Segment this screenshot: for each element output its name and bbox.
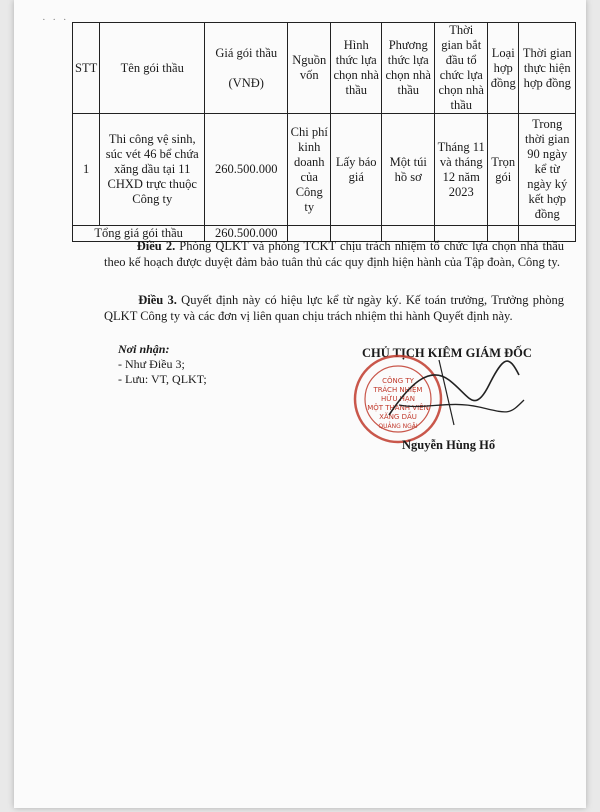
signer-title: CHỦ TỊCH KIÊM GIÁM ĐỐC xyxy=(362,346,532,360)
cell-funding-source: Chi phí kinh doanh của Công ty xyxy=(288,114,331,226)
table-row xyxy=(73,114,576,226)
article-2-paragraph xyxy=(104,238,564,270)
article-2-text: Phòng QLKT và phòng TCKT chịu trách nhiệm tổ chức lựa chọn nhà thầu theo kế hoạch được duyệt đảm bảo tuân thủ các quy định hiện hành của Tập đoàn, Công ty. xyxy=(104,239,565,269)
article-3-paragraph xyxy=(104,292,564,324)
scan-artifact: · · · xyxy=(42,14,69,26)
cell-package-price: 260.500.000 xyxy=(205,114,288,226)
svg-text:CÔNG TY: CÔNG TY xyxy=(382,377,414,385)
recipient-item: - Như Điều 3; xyxy=(118,357,185,371)
cell-selection-method: Một túi hồ sơ xyxy=(382,114,435,226)
bid-package-table xyxy=(72,22,576,242)
cell-contract-type: Trọn gói xyxy=(488,114,519,226)
signer-name: Nguyễn Hùng Hổ xyxy=(402,438,496,452)
header-stt: STT xyxy=(73,23,100,114)
header-contract-duration: Thời gian thực hiện hợp đồng xyxy=(519,23,576,114)
article-2-label: Điều 2. xyxy=(136,239,176,253)
cell-start-time: Tháng 11 và tháng 12 năm 2023 xyxy=(435,114,488,226)
total-value: 260.500.000 xyxy=(205,226,288,242)
article-3-label: Điều 3. xyxy=(138,293,177,307)
recipients-block xyxy=(118,342,207,387)
article-3-text: Quyết định này có hiệu lực kể từ ngày ký. Kế toán trưởng, Trưởng phòng QLKT Công ty và các đơn vị liên quan chịu trách nhiệm thi hành Quyết định này. xyxy=(104,293,564,323)
document-page xyxy=(14,0,586,808)
recipient-item: - Lưu: VT, QLKT; xyxy=(118,372,207,386)
svg-text:XĂNG DẦU: XĂNG DẦU xyxy=(379,413,417,421)
header-selection-method: Phương thức lựa chọn nhà thầu xyxy=(382,23,435,114)
total-label: Tổng giá gói thầu xyxy=(73,226,205,242)
svg-text:MỘT THÀNH VIÊN: MỘT THÀNH VIÊN xyxy=(367,404,429,412)
cell-selection-form: Lấy báo giá xyxy=(331,114,382,226)
svg-text:QUẢNG NGÃI: QUẢNG NGÃI xyxy=(378,423,418,430)
cell-stt: 1 xyxy=(73,114,100,226)
header-contract-type: Loại hợp đồng xyxy=(488,23,519,114)
handwritten-signature xyxy=(379,345,529,435)
cell-contract-duration: Trong thời gian 90 ngày kể từ ngày ký kết hợp đồng xyxy=(519,114,576,226)
svg-text:TRÁCH NHIỆM: TRÁCH NHIỆM xyxy=(373,386,423,394)
cell-package-name: Thi công vệ sinh, súc vét 46 bể chứa xăng dầu tại 11 CHXD trực thuộc Công ty xyxy=(100,114,205,226)
header-package-price: Giá gói thầu (VNĐ) xyxy=(205,23,288,114)
table-header-row xyxy=(73,23,576,114)
header-funding-source: Nguồn vốn xyxy=(288,23,331,114)
recipients-heading: Nơi nhận: xyxy=(118,342,170,356)
header-package-name: Tên gói thầu xyxy=(100,23,205,114)
svg-text:HỮU HẠN: HỮU HẠN xyxy=(381,395,415,403)
header-selection-form: Hình thức lựa chọn nhà thầu xyxy=(331,23,382,114)
header-start-time: Thời gian bắt đầu tổ chức lựa chọn nhà thầu xyxy=(435,23,488,114)
